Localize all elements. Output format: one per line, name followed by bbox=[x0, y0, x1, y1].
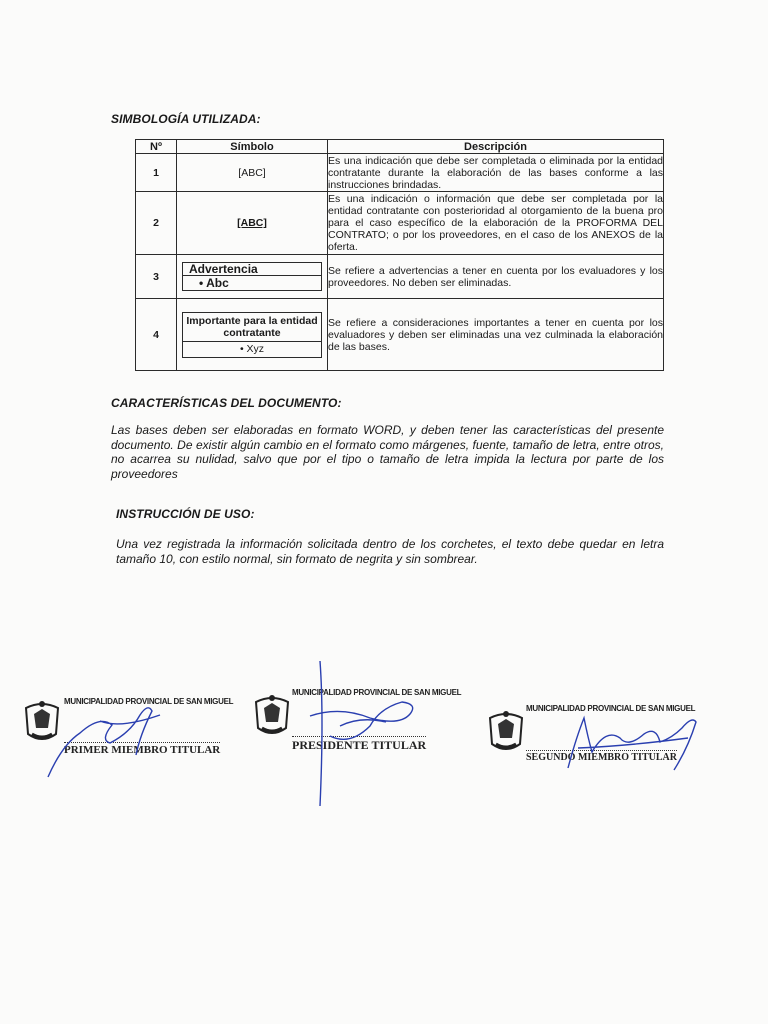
municipal-seal-icon bbox=[486, 708, 526, 756]
signature-primer-miembro bbox=[40, 685, 190, 785]
row-description: Se refiere a advertencias a tener en cuenta por los evaluadores y los proveedores. No deben ser eliminadas. bbox=[328, 255, 664, 299]
table-header-row bbox=[136, 140, 664, 154]
table-row bbox=[136, 192, 664, 255]
row-number: 1 bbox=[136, 154, 177, 192]
instruction-title: INSTRUCCIÓN DE USO: bbox=[116, 507, 255, 521]
important-box-title: Importante para la entidad contratante bbox=[183, 313, 321, 342]
characteristics-text: Las bases deben ser elaboradas en formato WORD, y deben tener las características del presente documento. De existir algún cambio en el formato como márgenes, fuente, tamaño de letra, entre otros, no acarrea su nulidad, salvo que por el tipo o tamaño de letra impida la lectura por parte de los proveedores bbox=[111, 423, 664, 481]
signature-segundo-miembro bbox=[548, 708, 708, 778]
warning-box-item: • Abc bbox=[199, 276, 229, 290]
stamp-institution: MUNICIPALIDAD PROVINCIAL DE SAN MIGUEL bbox=[292, 688, 462, 697]
symbology-table bbox=[135, 139, 664, 371]
table-row bbox=[136, 154, 664, 192]
header-description: Descripción bbox=[328, 140, 664, 154]
instruction-text: Una vez registrada la información solicitada dentro de los corchetes, el texto debe quedar en letra tamaño 10, con estilo normal, sin formato de negrita y sin sombrear. bbox=[116, 537, 664, 566]
row-symbol-cell bbox=[177, 192, 328, 255]
row-symbol: [ABC] bbox=[237, 217, 267, 229]
row-number: 2 bbox=[136, 192, 177, 255]
important-box-item: • Xyz bbox=[239, 342, 265, 355]
row-number: 4 bbox=[136, 299, 177, 371]
row-description: Es una indicación que debe ser completada o eliminada por la entidad contratante durante la elaboración de las bases conforme a las instrucciones brindadas. bbox=[328, 154, 663, 191]
row-number: 3 bbox=[136, 255, 177, 299]
characteristics-title: CARACTERÍSTICAS DEL DOCUMENTO: bbox=[111, 396, 342, 410]
important-symbol-box bbox=[182, 312, 322, 358]
header-num: Nº bbox=[136, 140, 177, 154]
row-symbol-cell bbox=[177, 255, 328, 299]
signature-presidente bbox=[290, 656, 430, 816]
warning-symbol-box bbox=[182, 262, 322, 291]
stamp-role: PRIMER MIEMBRO TITULAR bbox=[64, 744, 221, 756]
row-symbol: [ABC] bbox=[177, 154, 328, 192]
row-description: Es una indicación o información que debe ser completada por la entidad contratante con posterioridad al otorgamiento de la buena pro para el caso específico de la elaboración de la PROFORMA DEL CONTRATO; o por los proveedores, en el caso de los ANEXOS de la oferta. bbox=[328, 193, 663, 253]
stamp-role: PRESIDENTE TITULAR bbox=[292, 738, 427, 752]
row-description: Se refiere a consideraciones importantes a tener en cuenta por los evaluadores y deben ser eliminadas una vez culminada la elaboración de las bases. bbox=[328, 299, 664, 371]
table-row bbox=[136, 255, 664, 299]
symbology-title: SIMBOLOGÍA UTILIZADA: bbox=[111, 112, 261, 126]
table-row bbox=[136, 299, 664, 371]
header-symbol: Símbolo bbox=[177, 140, 328, 154]
stamp-role: SEGUNDO MIEMBRO TITULAR bbox=[526, 752, 677, 763]
stamp-institution: MUNICIPALIDAD PROVINCIAL DE SAN MIGUEL bbox=[64, 697, 234, 706]
municipal-seal-icon bbox=[252, 692, 292, 740]
stamp-institution: MUNICIPALIDAD PROVINCIAL DE SAN MIGUEL bbox=[526, 704, 696, 713]
warning-box-title: Advertencia bbox=[183, 263, 321, 276]
row-symbol-cell bbox=[177, 299, 328, 371]
